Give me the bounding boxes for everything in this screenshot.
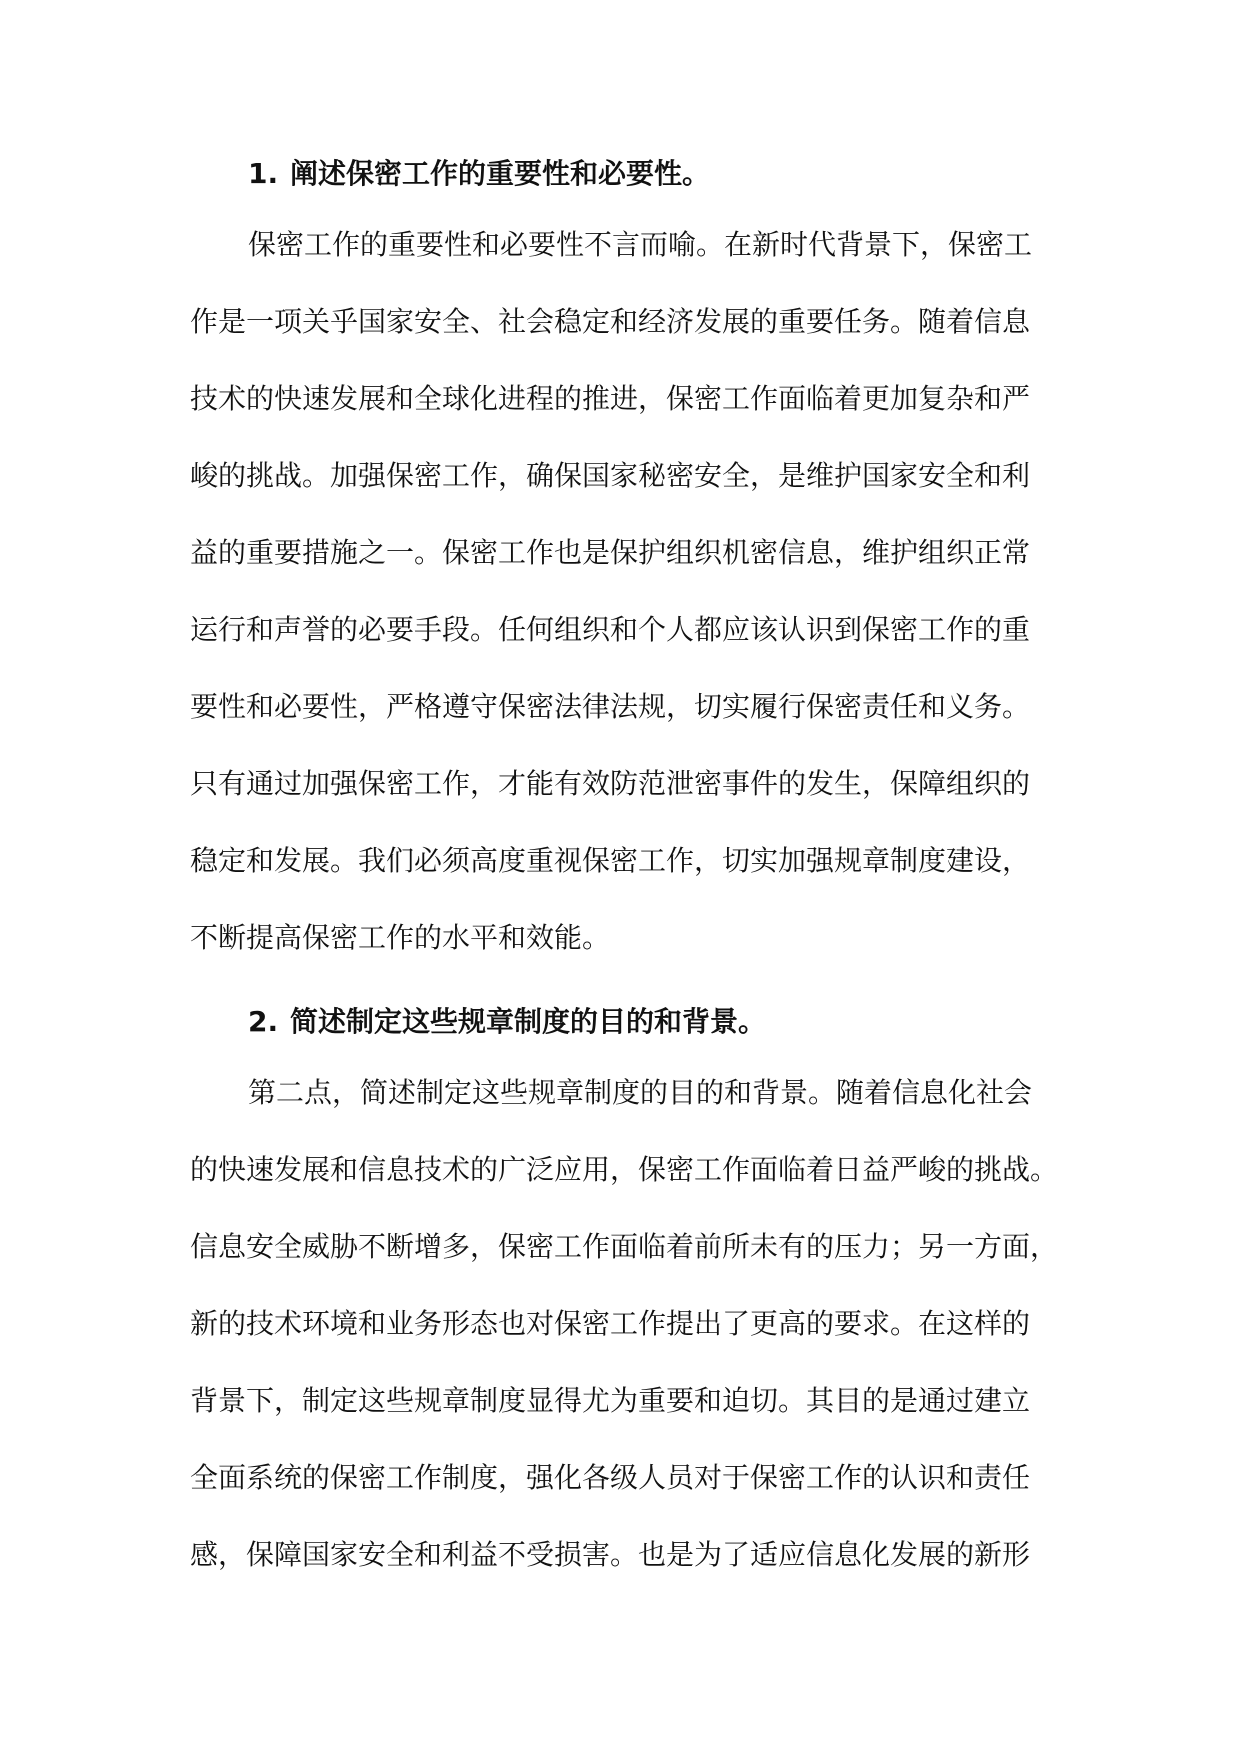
section-2-number: 2. xyxy=(248,1005,279,1038)
section-1-heading xyxy=(248,154,710,194)
paragraph-line: 全面系统的保密工作制度，强化各级人员对于保密工作的认识和责任 xyxy=(190,1461,1031,1494)
section-2-title: 简述制定这些规章制度的目的和背景。 xyxy=(290,1005,767,1038)
paragraph-line: 不断提高保密工作的水平和效能。 xyxy=(190,921,611,954)
section-2-heading xyxy=(248,1002,766,1042)
paragraph-line: 稳定和发展。我们必须高度重视保密工作，切实加强规章制度建设， xyxy=(190,844,1031,877)
paragraph-line: 要性和必要性，严格遵守保密法律法规，切实履行保密责任和义务。 xyxy=(190,690,1031,723)
paragraph-line: 第二点，简述制定这些规章制度的目的和背景。随着信息化社会 xyxy=(248,1076,1033,1109)
section-1-title: 阐述保密工作的重要性和必要性。 xyxy=(290,157,711,190)
paragraph-line: 峻的挑战。加强保密工作，确保国家秘密安全，是维护国家安全和利 xyxy=(190,459,1031,492)
paragraph-line: 新的技术环境和业务形态也对保密工作提出了更高的要求。在这样的 xyxy=(190,1307,1031,1340)
paragraph-line: 背景下，制定这些规章制度显得尤为重要和迫切。其目的是通过建立 xyxy=(190,1384,1031,1417)
paragraph-line: 运行和声誉的必要手段。任何组织和个人都应该认识到保密工作的重 xyxy=(190,613,1031,646)
paragraph-line: 信息安全威胁不断增多，保密工作面临着前所未有的压力；另一方面， xyxy=(190,1230,1059,1263)
section-1-number: 1. xyxy=(248,157,279,190)
paragraph-line: 的快速发展和信息技术的广泛应用，保密工作面临着日益严峻的挑战。 xyxy=(190,1153,1059,1186)
paragraph-line: 益的重要措施之一。保密工作也是保护组织机密信息，维护组织正常 xyxy=(190,536,1031,569)
paragraph-line: 保密工作的重要性和必要性不言而喻。在新时代背景下，保密工 xyxy=(248,228,1033,261)
paragraph-line: 只有通过加强保密工作，才能有效防范泄密事件的发生，保障组织的 xyxy=(190,767,1031,800)
paragraph-line: 感，保障国家安全和利益不受损害。也是为了适应信息化发展的新形 xyxy=(190,1538,1031,1571)
paragraph-line: 技术的快速发展和全球化进程的推进，保密工作面临着更加复杂和严 xyxy=(190,382,1031,415)
paragraph-line: 作是一项关乎国家安全、社会稳定和经济发展的重要任务。随着信息 xyxy=(190,305,1031,338)
